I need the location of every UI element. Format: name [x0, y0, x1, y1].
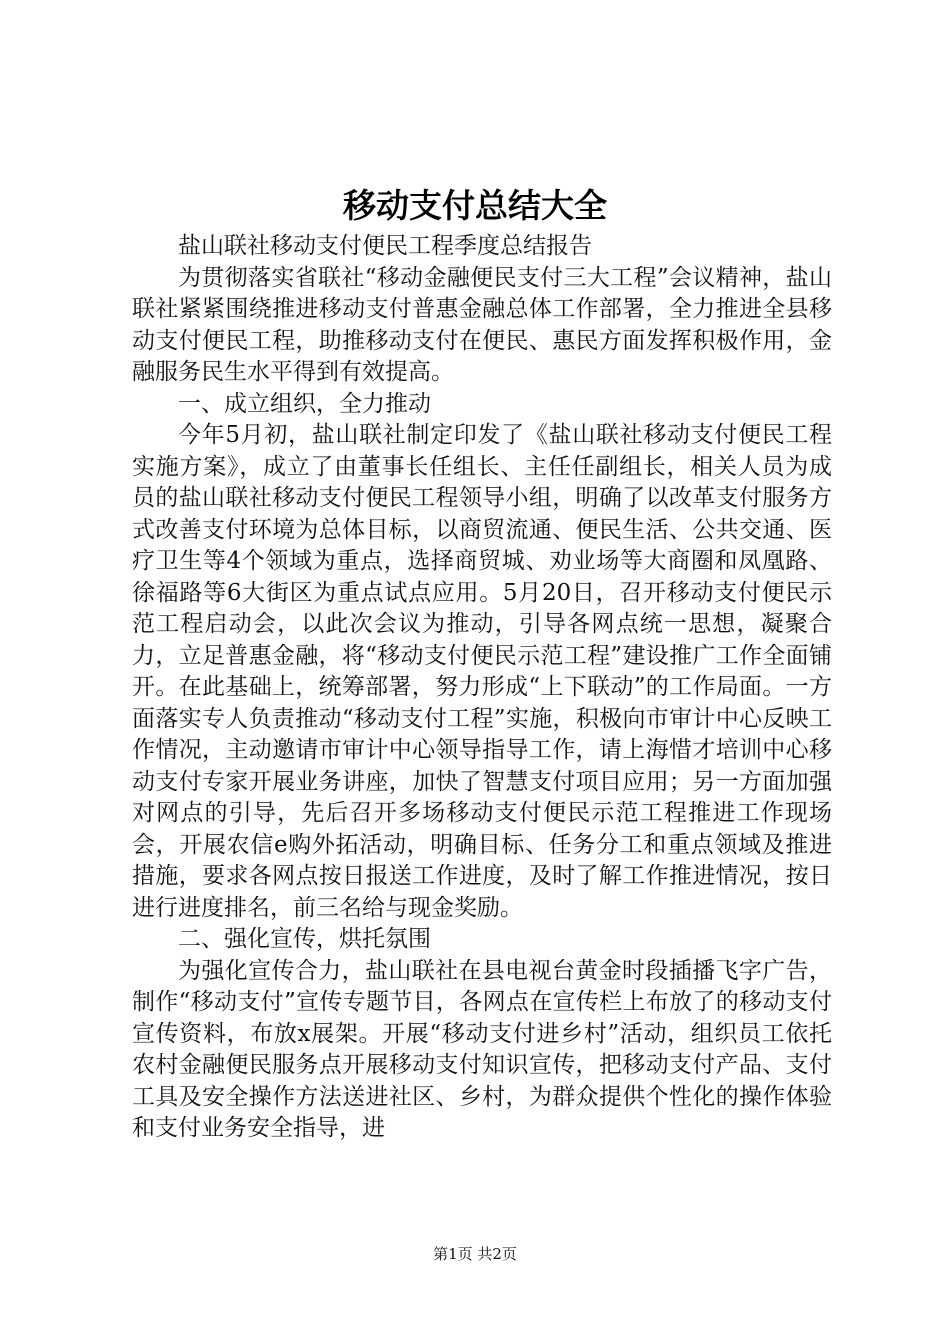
document-body — [132, 231, 832, 1145]
section-heading-1: 一、成立组织，全力推动 — [178, 390, 431, 417]
page-number-footer: 第1页 共2页 — [433, 1245, 517, 1263]
section-1-paragraph: 今年5月初，盐山联社制定印发了《盐山联社移动支付便民工程实施方案》，成立了由董事长任组长、主任任副组长，相关人员为成员的盐山联社移动支付便民工程领导小组，明确了以改革支付服务方式改善支付环境为总体目标，以商贸流通、便民生活、公共交通、医疗卫生等4个领域为重点，选择商贸城、劝业场等大商圈和凤凰路、徐福路等6大街区为重点试点应用。5月20日，召开移动支付便民示范工程启动会，以此次会议为推动，引导各网点统一思想，凝聚合力，立足普惠金融，将“移动支付便民示范工程”建设推广工作全面铺开。在此基础上，统筹部署，努力形成“上下联动”的工作局面。一方面落实专人负责推动“移动支付工程”实施，积极向市审计中心反映工作情况，主动邀请市审计中心领导指导工作，请上海惜才培训中心移动支付专家开展业务讲座，加快了智慧支付项目应用；另一方面加强对网点的引导，先后召开多场移动支付便民示范工程推进工作现场会，开展农信e购外拓活动，明确目标、任务分工和重点领域及推进措施，要求各网点按日报送工作进度，及时了解工作推进情况，按日进行进度排名，前三名给与现金奖励。 — [132, 422, 832, 921]
section-heading-2: 二、强化宣传，烘托氛围 — [178, 926, 431, 952]
report-subtitle: 盐山联社移动支付便民工程季度总结报告 — [178, 233, 592, 259]
section-2-paragraph: 为强化宣传合力，盐山联社在县电视台黄金时段插播飞字广告，制作“移动支付”宣传专题节目，各网点在宣传栏上布放了的移动支付宣传资料，布放x展架。开展“移动支付进乡村”活动，组织员工依托农村金融便民服务点开展移动支付知识宣传，把移动支付产品、支付工具及安全操作方法送进社区、乡村，为群众提供个性化的操作体验和支付业务安全指导，进 — [132, 957, 832, 1141]
intro-paragraph: 为贯彻落实省联社“移动金融便民支付三大工程”会议精神，盐山联社紧紧围绕推进移动支付普惠金融总体工作部署，全力推进全县移动支付便民工程，助推移动支付在便民、惠民方面发挥积极作用，金融服务民生水平得到有效提高。 — [132, 264, 832, 385]
document-title: 移动支付总结大全 — [343, 186, 607, 225]
